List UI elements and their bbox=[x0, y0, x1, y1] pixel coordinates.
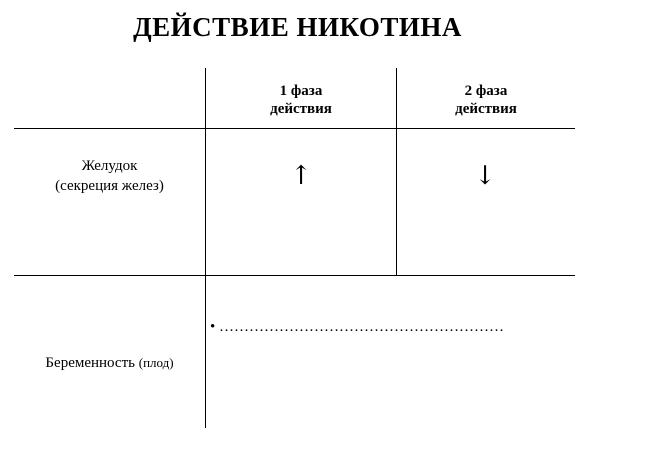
row-label-stomach-line2: (секреция желез) bbox=[55, 178, 164, 194]
dotted-placeholder: ………………………………………………… bbox=[219, 319, 505, 335]
grid-hline-header-bottom bbox=[14, 128, 575, 129]
row-label-pregnancy bbox=[14, 353, 205, 373]
column-header-phase-2-line2: действия bbox=[455, 101, 517, 117]
pregnancy-placeholder-line bbox=[210, 318, 504, 336]
row-label-pregnancy-sub: (плод) bbox=[138, 355, 174, 370]
arrow-up-icon: ↑ bbox=[290, 161, 312, 191]
row-label-stomach-line1: Желудок bbox=[81, 158, 138, 174]
column-header-phase-2 bbox=[397, 82, 575, 118]
column-header-phase-1 bbox=[206, 82, 396, 118]
row-label-pregnancy-main: Беременность bbox=[45, 355, 135, 371]
arrow-down-icon: ↓ bbox=[474, 161, 496, 191]
grid-vline-label-divider bbox=[205, 68, 206, 428]
bullet-icon: • bbox=[210, 319, 216, 335]
slide-title: ДЕЙСТВИЕ НИКОТИНА bbox=[133, 12, 462, 42]
column-header-phase-1-line1: 1 фаза bbox=[279, 83, 323, 99]
grid-hline-row1-bottom bbox=[14, 275, 575, 276]
column-header-phase-1-line2: действия bbox=[270, 101, 332, 117]
column-header-phase-2-line1: 2 фаза bbox=[464, 83, 508, 99]
row-label-stomach bbox=[14, 156, 205, 196]
